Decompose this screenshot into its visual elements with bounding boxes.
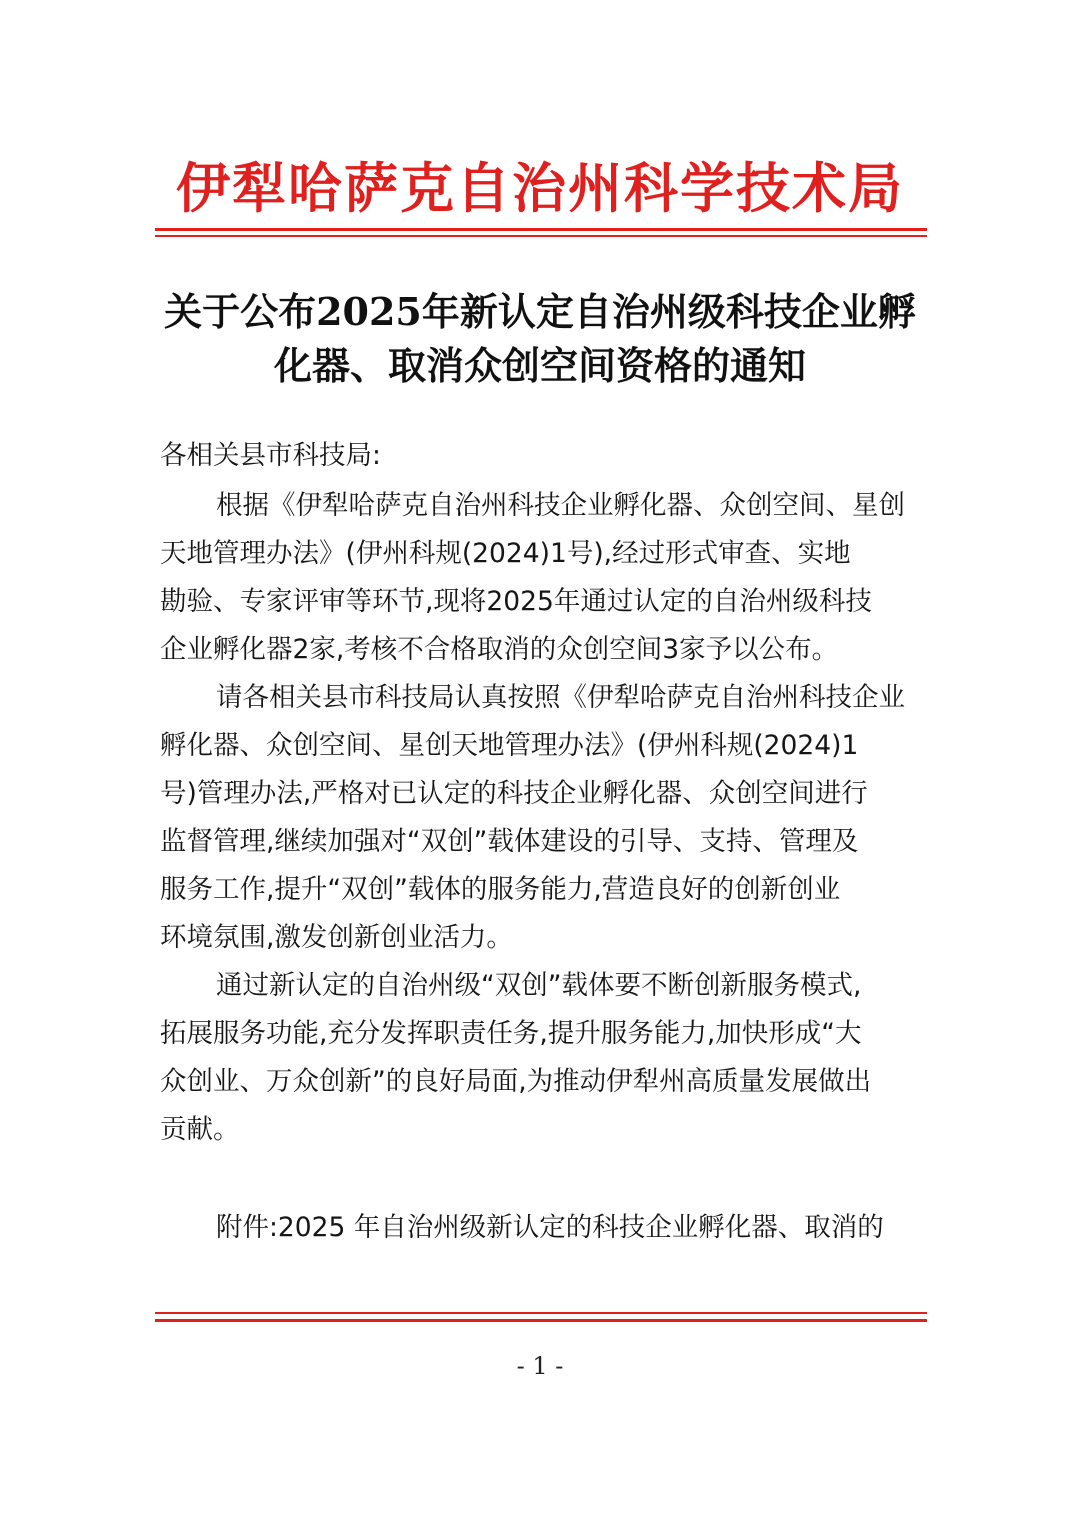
paragraph-line: 贡献。 [160, 1114, 240, 1145]
letterhead-rule-thin [155, 235, 927, 237]
paragraph-line: 服务工作,提升“双创”载体的服务能力,营造良好的创新创业 [160, 874, 841, 905]
paragraph-line: 勘验、专家评审等环节,现将2025年通过认定的自治州级科技 [160, 586, 872, 617]
paragraph-line: 企业孵化器2家,考核不合格取消的众创空间3家予以公布。 [160, 634, 839, 665]
paragraph-line: 众创业、万众创新”的良好局面,为推动伊犁州高质量发展做出 [160, 1066, 872, 1097]
paragraph-line: 通过新认定的自治州级“双创”载体要不断创新服务模式, [216, 970, 862, 1001]
paragraph-line: 孵化器、众创空间、星创天地管理办法》(伊州科规(2024)1 [160, 730, 859, 761]
paragraph-line: 监督管理,继续加强对“双创”载体建设的引导、支持、管理及 [160, 826, 859, 857]
paragraph-line: 号)管理办法,严格对已认定的科技企业孵化器、众创空间进行 [160, 778, 868, 809]
attachment-text: 附件:2025 年自治州级新认定的科技企业孵化器、取消的 [216, 1212, 884, 1243]
footer-rule-thin [155, 1312, 927, 1314]
paragraph-line: 环境氛围,激发创新创业活力。 [160, 922, 513, 953]
attachment-note [160, 1204, 930, 1252]
paragraph-1 [160, 482, 930, 674]
letterhead-org-name: 伊犁哈萨克自治州科学技术局 [176, 156, 904, 220]
greeting [160, 432, 930, 480]
title-line-2: 化器、取消众创空间资格的通知 [273, 343, 806, 388]
title-line-1: 关于公布2025年新认定自治州级科技企业孵 [164, 289, 916, 334]
paragraph-line: 根据《伊犁哈萨克自治州科技企业孵化器、众创空间、星创 [216, 490, 905, 521]
document-title [140, 285, 940, 393]
letterhead-rule-thick [155, 228, 927, 231]
footer-rule-thick [155, 1319, 927, 1322]
paragraph-line: 拓展服务功能,充分发挥职责任务,提升服务能力,加快形成“大 [160, 1018, 862, 1049]
paragraph-line: 天地管理办法》(伊州科规(2024)1号),经过形式审查、实地 [160, 538, 851, 569]
greeting-text: 各相关县市科技局: [160, 440, 381, 471]
paragraph-line: 请各相关县市科技局认真按照《伊犁哈萨克自治州科技企业 [216, 682, 905, 713]
page-number: - 1 - [516, 1352, 564, 1380]
paragraph-3 [160, 962, 930, 1154]
paragraph-2 [160, 674, 930, 962]
